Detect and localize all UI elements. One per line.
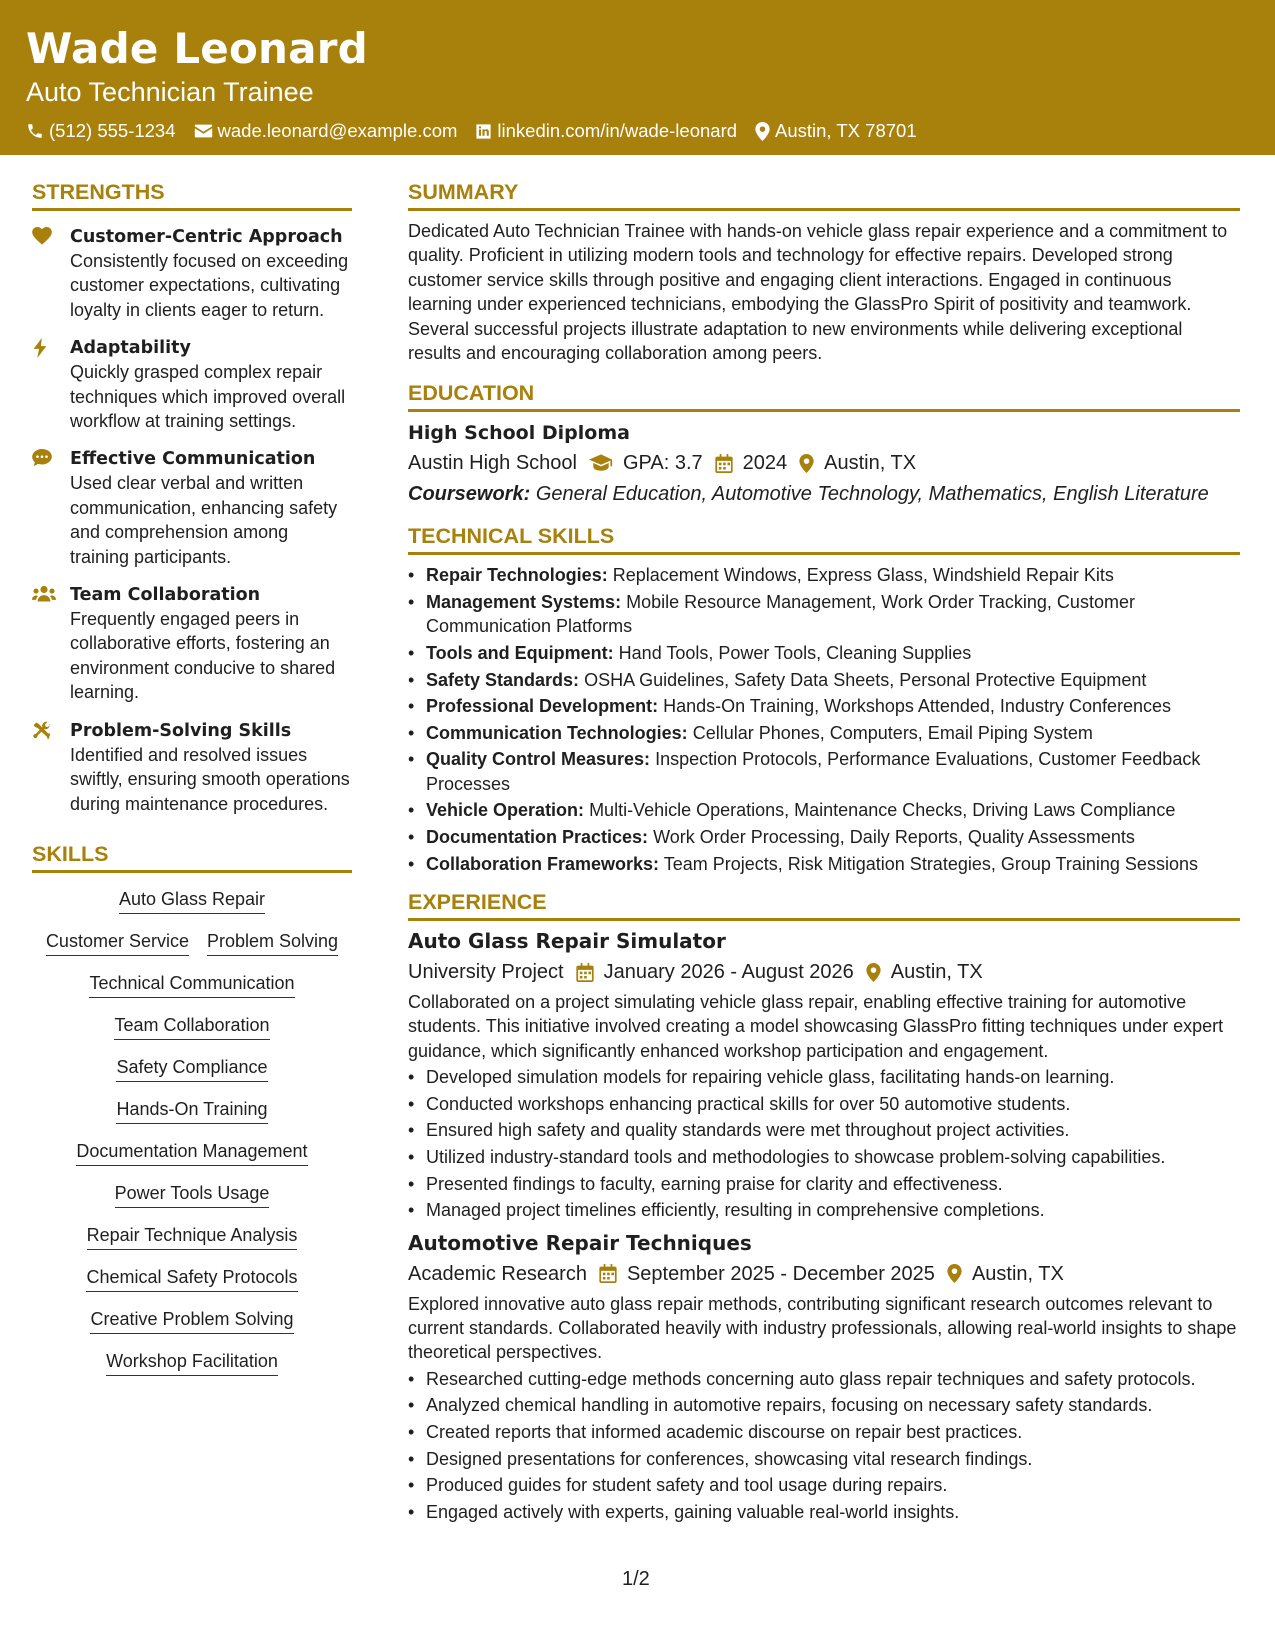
list-item: • Presented findings to faculty, earning praise for clarity and effectiveness.: [408, 1172, 1240, 1196]
list-item: [408, 641, 1240, 665]
list-item: • Created reports that informed academic discourse on repair best practices.: [408, 1420, 1240, 1444]
location-text: Austin, TX 78701: [775, 120, 917, 141]
list-item: [408, 590, 1240, 639]
school-location: Austin, TX: [824, 452, 917, 475]
heart-icon: [32, 227, 52, 245]
education-meta: [408, 449, 1240, 477]
tech-skill-label: Documentation Practices:: [426, 827, 649, 847]
email-text: wade.leonard@example.com: [217, 120, 458, 141]
job-meta: [408, 1260, 1240, 1288]
strength-description: Frequently engaged peers in collaborative efforts, fostering an environment conducive to shared learning.: [70, 609, 336, 703]
list-item: [408, 747, 1240, 796]
coursework-label: Coursework:: [408, 483, 531, 506]
coursework-line: [408, 480, 1240, 508]
tools-icon: [32, 721, 52, 741]
summary-heading: SUMMARY: [408, 178, 1240, 211]
tech-skill-value: Replacement Windows, Express Glass, Windshield Repair Kits: [612, 565, 1114, 586]
strength-title: Effective Communication: [70, 449, 316, 470]
summary-text: Dedicated Auto Technician Trainee with hands-on vehicle glass repair experience and a commitment to quality. Proficient in utilizing modern tools and technology for effective repairs. Developed strong customer service skills through positive and engaging client interactions. Engaged in continuous learning under experienced technicians, embodying the GlassPro Spirit of positivity and teamwork. Several successful projects illustrate adaptation to new environments while delivering exceptional results and encouraging collaboration among peers.: [408, 221, 1228, 364]
skill-tag: Documentation Management: [76, 1139, 307, 1166]
strength-description: Identified and resolved issues swiftly, ensuring smooth operations during maintenance procedures.: [70, 744, 350, 814]
strength-item: [32, 336, 352, 433]
phone-text: (512) 555-1234: [49, 120, 176, 141]
list-item: • Produced guides for student safety and tool usage during repairs.: [408, 1473, 1240, 1497]
skill-tag: Customer Service: [46, 929, 189, 956]
skill-tag: Auto Glass Repair: [119, 887, 265, 914]
strength-title: Problem-Solving Skills: [70, 720, 292, 741]
tech-skill-label: Communication Technologies:: [426, 722, 688, 743]
strength-description: Used clear verbal and written communication, enhancing safety and comprehension among training participants.: [70, 473, 338, 567]
contact-bar: [26, 120, 1249, 142]
tech-skill-label: Repair Technologies:: [426, 565, 608, 586]
job-location: Austin, TX: [890, 961, 983, 983]
skill-tag: Power Tools Usage: [115, 1181, 270, 1208]
map-pin-icon: [947, 1264, 962, 1283]
tech-skill-value: Team Projects, Risk Mitigation Strategies, Group Training Sessions: [663, 853, 1198, 874]
contact-phone[interactable]: [26, 120, 176, 142]
calendar-icon: [715, 454, 733, 473]
list-item: • Utilized industry-standard tools and methodologies to showcase problem-solving capabilities.: [408, 1145, 1240, 1169]
list-item: [408, 852, 1240, 876]
list-item: • Engaged actively with experts, gaining valuable real-world insights.: [408, 1500, 1240, 1524]
page-number: 1/2: [622, 1568, 650, 1590]
phone-icon: [26, 122, 44, 140]
strength-title: Customer-Centric Approach: [70, 227, 343, 247]
calendar-icon: [599, 1264, 617, 1283]
map-pin-icon: [866, 963, 881, 982]
tech-skill-value: Mobile Resource Management, Work Order Tracking, Customer Communication Platforms: [426, 592, 1135, 637]
degree-title: High School Diploma: [408, 422, 630, 445]
tech-skill-value: Cellular Phones, Computers, Email Piping System: [692, 722, 1093, 743]
list-item: [408, 825, 1240, 849]
skills-list: [32, 887, 352, 1376]
strength-item: [32, 719, 352, 816]
tech-skill-value: Work Order Processing, Daily Reports, Quality Assessments: [653, 827, 1135, 847]
job-org: University Project: [408, 961, 564, 983]
list-item: • Conducted workshops enhancing practical skills for over 50 automotive students.: [408, 1092, 1240, 1116]
tech-skill-label: Professional Development:: [426, 696, 659, 717]
tech-skill-value: Hand Tools, Power Tools, Cleaning Supplies: [618, 643, 972, 664]
skill-tag: Problem Solving: [207, 929, 338, 956]
gpa-text: GPA: 3.7: [622, 452, 703, 475]
calendar-icon: [576, 963, 594, 982]
tech-skill-label: Vehicle Operation:: [426, 800, 585, 821]
list-item: • Developed simulation models for repairing vehicle glass, facilitating hands-on learning.: [408, 1065, 1240, 1089]
skills-heading: SKILLS: [32, 840, 352, 873]
list-item: • Analyzed chemical handling in automotive repairs, focusing on necessary safety standards.: [408, 1393, 1240, 1417]
coursework-text: General Education, Automotive Technology, Mathematics, English Literature: [535, 483, 1209, 506]
strength-description: Consistently focused on exceeding customer expectations, cultivating loyalty in clients eager to return.: [70, 251, 349, 320]
list-item: • Managed project timelines efficiently, resulting in comprehensive completions.: [408, 1198, 1240, 1222]
list-item: • Researched cutting-edge methods concerning auto glass repair techniques and safety protocols.: [408, 1367, 1240, 1391]
contact-location: [755, 120, 917, 142]
strength-item: [32, 225, 352, 322]
job-title: Auto Glass Repair Simulator: [408, 929, 726, 953]
strength-title: Team Collaboration: [70, 585, 261, 606]
list-item: [408, 694, 1240, 718]
strength-description: Quickly grasped complex repair techniques which improved overall workflow at training settings.: [70, 362, 346, 432]
tech-skill-value: Inspection Protocols, Performance Evaluations, Customer Feedback Processes: [426, 749, 1201, 794]
skill-tag: Technical Communication: [89, 971, 294, 998]
job-description: Collaborated on a project simulating vehicle glass repair, enabling effective training for automotive students. This initiative involved creating a model showcasing GlassPro fitting techniques under expert guidance, which significantly enhanced workshop participation and engagement.: [408, 992, 1224, 1061]
skill-tag: Safety Compliance: [116, 1055, 267, 1082]
job-dates: September 2025 - December 2025: [626, 1262, 935, 1285]
job-bullets: [408, 1065, 1240, 1222]
strength-item: [32, 447, 352, 569]
tech-skill-label: Tools and Equipment:: [426, 643, 614, 664]
candidate-name: Wade Leonard: [26, 24, 368, 73]
map-pin-icon: [799, 454, 814, 473]
school-name: Austin High School: [408, 452, 577, 475]
list-item: • Ensured high safety and quality standards were met throughout project activities.: [408, 1118, 1240, 1142]
job-title: Automotive Repair Techniques: [408, 1230, 752, 1255]
job-bullets: [408, 1367, 1240, 1524]
tech-skill-label: Quality Control Measures:: [426, 749, 651, 770]
job-meta: [408, 958, 1240, 986]
skill-tag: Team Collaboration: [114, 1013, 269, 1040]
strength-title: Adaptability: [70, 338, 191, 359]
strength-item: [32, 583, 352, 705]
tech-skill-label: Collaboration Frameworks:: [426, 853, 660, 874]
strengths-heading: STRENGTHS: [32, 178, 352, 211]
users-icon: [32, 585, 56, 602]
experience-heading: EXPERIENCE: [408, 888, 1240, 921]
job-org: Academic Research: [408, 1262, 587, 1285]
graduation-year: 2024: [742, 452, 788, 475]
list-item: [408, 668, 1240, 692]
candidate-role: Auto Technician Trainee: [26, 77, 314, 107]
technical-skills-heading: TECHNICAL SKILLS: [408, 522, 1240, 555]
graduation-cap-icon: [589, 454, 613, 472]
job-location: Austin, TX: [971, 1262, 1064, 1285]
tech-skill-label: Safety Standards:: [426, 669, 580, 690]
job-dates: January 2026 - August 2026: [603, 961, 854, 983]
tech-skill-value: Multi-Vehicle Operations, Maintenance Checks, Driving Laws Compliance: [589, 800, 1176, 821]
linkedin-icon: [475, 123, 492, 140]
experience-entry: [408, 927, 1240, 1223]
list-item: [408, 721, 1240, 745]
tech-skill-label: Management Systems:: [426, 592, 622, 613]
list-item: [408, 563, 1240, 587]
tech-skill-value: OSHA Guidelines, Safety Data Sheets, Personal Protective Equipment: [584, 669, 1147, 690]
education-heading: EDUCATION: [408, 379, 1240, 412]
resume-header: [0, 0, 1275, 155]
linkedin-text: linkedin.com/in/wade-leonard: [497, 120, 738, 141]
chat-icon: [32, 449, 52, 467]
list-item: • Designed presentations for conferences, showcasing vital research findings.: [408, 1447, 1240, 1471]
bolt-icon: [32, 338, 48, 358]
right-column: [408, 178, 1240, 1526]
job-description: Explored innovative auto glass repair methods, contributing significant research outcomes relevant to current standards. Collaborated heavily with industry professionals, allowing real-world insights to shape theoretical perspectives.: [408, 1293, 1237, 1363]
left-column: [32, 178, 352, 1376]
tech-skill-value: Hands-On Training, Workshops Attended, Industry Conferences: [663, 696, 1172, 717]
contact-linkedin[interactable]: [475, 120, 737, 142]
skill-tag: Repair Technique Analysis: [87, 1223, 298, 1250]
contact-email[interactable]: [194, 120, 458, 142]
experience-entry: [408, 1229, 1240, 1525]
skill-tag: Creative Problem Solving: [90, 1307, 293, 1334]
list-item: [408, 798, 1240, 822]
skill-tag: Hands-On Training: [116, 1097, 267, 1124]
technical-skills-list: [408, 563, 1240, 876]
skill-tag: Workshop Facilitation: [106, 1349, 278, 1376]
envelope-icon: [194, 123, 213, 139]
map-pin-icon: [755, 122, 770, 141]
skill-tag: Chemical Safety Protocols: [86, 1265, 297, 1292]
